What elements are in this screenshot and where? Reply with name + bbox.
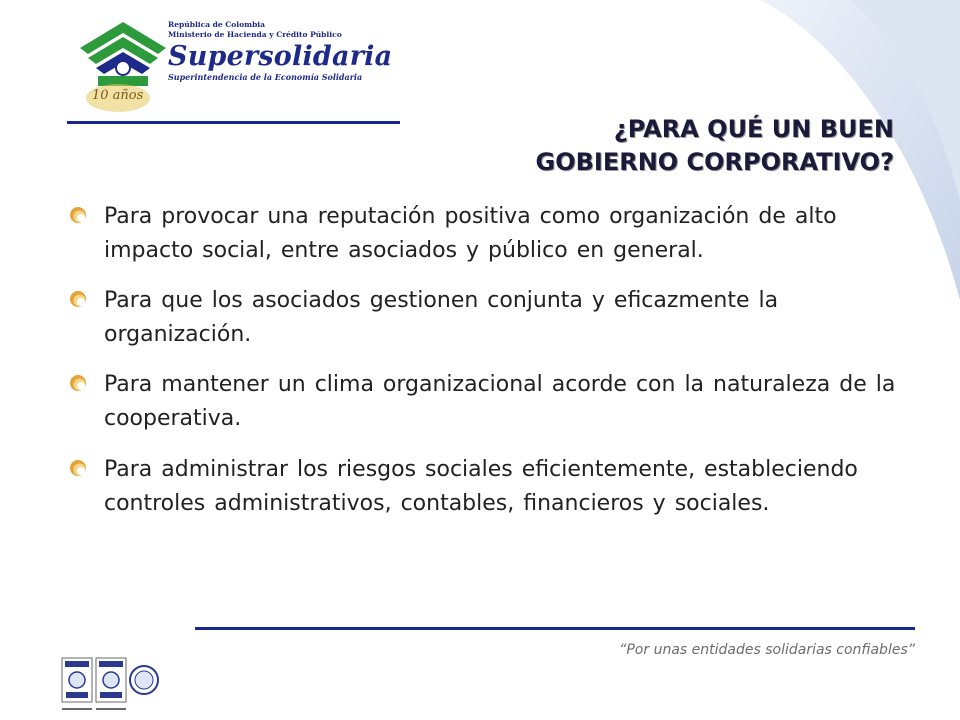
logo-emblem-icon: [78, 20, 168, 120]
bullet-text: Para que los asociados gestionen conjunta y eficazmente la organización.: [104, 288, 779, 347]
bullet-item: [68, 200, 898, 268]
bullet-text: Para administrar los riesgos sociales eficientemente, estableciendo controles administrativos, contables, financieros y sociales.: [104, 457, 858, 516]
certification-badges-icon: [60, 656, 170, 716]
logo-text: [168, 20, 392, 82]
slide-title: [334, 113, 894, 179]
bullet-swirl-icon: [68, 289, 88, 309]
bullet-item: [68, 453, 898, 521]
logo-brand: Supersolidaria: [168, 41, 393, 72]
logo-subtitle: Superintendencia de la Economía Solidaria: [168, 72, 363, 82]
slide-title-line-2: GOBIERNO CORPORATIVO?: [535, 148, 894, 176]
logo-ministry: Ministerio de Hacienda y Crédito Público: [168, 30, 342, 39]
bullet-item: [68, 284, 898, 352]
slide-title-line-1: ¿PARA QUÉ UN BUEN: [613, 115, 894, 143]
bullet-item: [68, 368, 898, 436]
bullet-swirl-icon: [68, 373, 88, 393]
bullet-swirl-icon: [68, 205, 88, 225]
bullet-text: Para provocar una reputación positiva como organización de alto impacto social, entre asociados y público en general.: [104, 204, 837, 263]
bottom-divider: [195, 627, 915, 630]
bullet-text: Para mantener un clima organizacional acorde con la naturaleza de la cooperativa.: [104, 372, 896, 431]
bullet-swirl-icon: [68, 458, 88, 478]
bullet-list: [68, 200, 898, 521]
logo-country: República de Colombia: [168, 20, 266, 29]
footer-slogan: “Por unas entidades solidarias confiables”: [619, 642, 915, 658]
supersolidaria-logo: [78, 20, 393, 120]
anniversary-label: 10 años: [92, 88, 144, 103]
